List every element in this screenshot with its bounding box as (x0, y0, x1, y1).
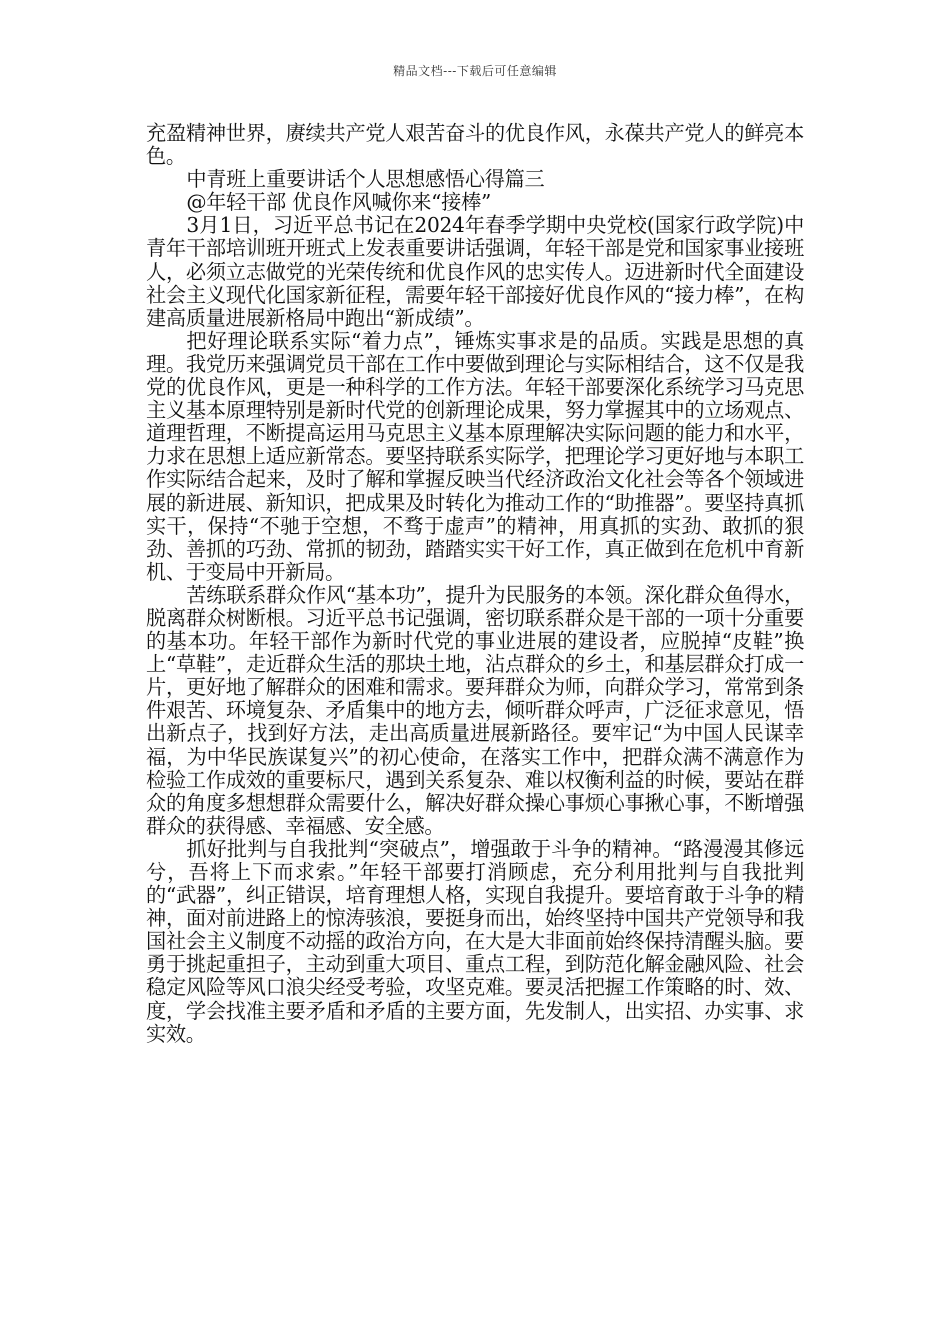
document-body (146, 122, 804, 1046)
paragraph-1: 充盈精神世界，赓续共产党人艰苦奋斗的优良作风，永葆共产党人的鲜亮本色。 (146, 121, 804, 169)
paragraph-intro: 3月1日，习近平总书记在2024年春季学期中央党校(国家行政学院)中青年干部培训班开班式上发表重要讲话强调，年轻干部是党和国家事业接班人，必须立志做党的光荣传统和优良作风的忠实传人。迈进新时代全面建设社会主义现代化国家新征程，需要年轻干部接好优良作风的“接力棒”，在构建高质量进展新格局中跑出“新成绩”。 (146, 213, 804, 330)
section-subtitle: @年轻干部 优良作风喊你来“接棒” (186, 190, 491, 215)
section-title: 中青班上重要讲话个人思想感悟心得篇三 (186, 167, 545, 192)
page-header: 精品文档---下载后可任意编辑 (393, 64, 557, 78)
paragraph-mass-line: 苦练联系群众作风“基本功”，提升为民服务的本领。深化群众鱼得水，脱离群众树断根。习近平总书记强调，密切联系群众是干部的一项十分重要的基本功。年轻干部作为新时代党的事业进展的建设者，应脱掉“皮鞋”换上“草鞋”，走近群众生活的那块土地，沾点群众的乡土，和基层群众打成一片，更好地了解群众的困难和需求。要拜群众为师，向群众学习，常常到条件艰苦、环境复杂、矛盾集中的地方去，倾听群众呼声，广泛征求意见，悟出新点子，找到好方法，走出高质量进展新路径。要牢记“为中国人民谋幸福，为中华民族谋复兴”的初心使命，在落实工作中，把群众满不满意作为检验工作成效的重要标尺，遇到关系复杂、难以权衡利益的时候，要站在群众的角度多想想群众需要什么，解决好群众操心事烦心事揪心事，不断增强群众的获得感、幸福感、安全感。 (146, 582, 804, 838)
paragraph-theory-practice: 把好理论联系实际“着力点”，锤炼实事求是的品质。实践是思想的真理。我党历来强调党员干部在工作中要做到理论与实际相结合，这不仅是我党的优良作风，更是一种科学的工作方法。年轻干部要深化系统学习马克思主义基本原理特别是新时代党的创新理论成果，努力掌握其中的立场观点、道理哲理，不断提高运用马克思主义基本原理解决实际问题的能力和水平，力求在思想上适应新常态。要坚持联系实际学，把理论学习更好地与本职工作实际结合起来，及时了解和掌握反映当代经济政治文化社会等各个领域进展的新进展、新知识，把成果及时转化为推动工作的“助推器”。要坚持真抓实干，保持“不驰于空想，不骛于虚声”的精神，用真抓的实劲、敢抓的狠劲、善抓的巧劲、常抓的韧劲，踏踏实实干好工作，真正做到在危机中育新机、于变局中开新局。 (146, 328, 804, 584)
paragraph-criticism: 抓好批判与自我批判“突破点”，增强敢于斗争的精神。“路漫漫其修远兮，吾将上下而求索。”年轻干部要打消顾虑，充分利用批判与自我批判的“武器”，纠正错误，培育理想人格，实现自我提升。要培育敢于斗争的精神，面对前进路上的惊涛骇浪，要挺身而出，始终坚持中国共产党领导和我国社会主义制度不动摇的政治方向，在大是大非面前始终保持清醒头脑。要勇于挑起重担子，主动到重大项目、重点工程，到防范化解金融风险、社会稳定风险等风口浪尖经受考验，攻坚克难。要灵活把握工作策略的时、效、度，学会找准主要矛盾和矛盾的主要方面，先发制人，出实招、办实事、求实效。 (146, 836, 804, 1046)
